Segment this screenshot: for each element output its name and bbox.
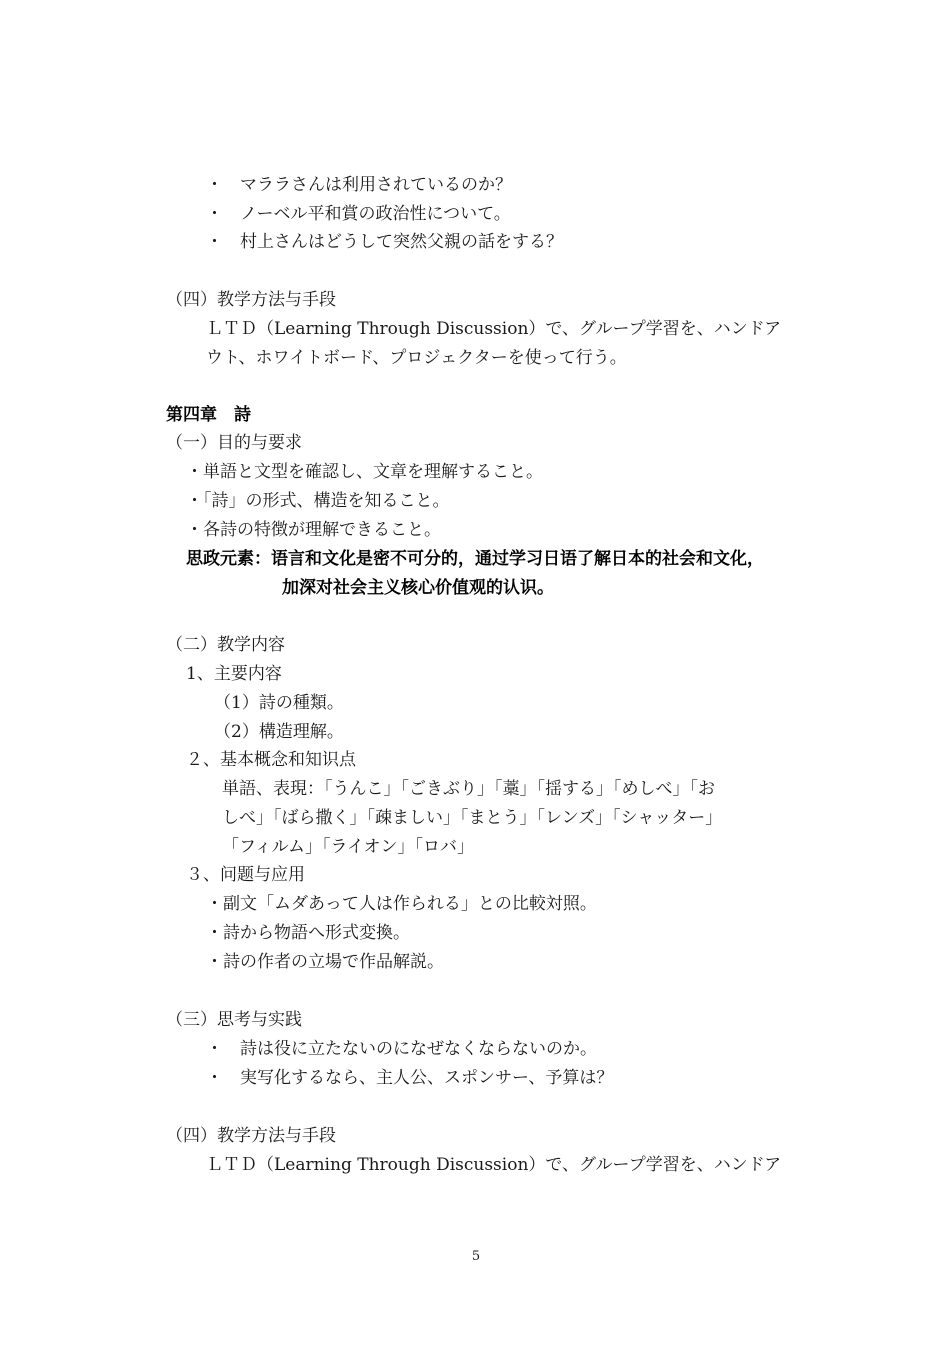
section-heading: （三）思考与实践 xyxy=(166,1010,302,1030)
ideology-element-cont: 加深对社会主义核心价值观的认识。 xyxy=(282,578,554,598)
problem-item: ・詩の作者の立場で作品解説。 xyxy=(206,952,444,972)
bullet-item: ・ ノーベル平和賞の政治性について。 xyxy=(206,204,511,224)
problem-item: ・副文「ムダあって人は作られる」との比較対照。 xyxy=(206,894,597,914)
bullet-item: ・ 詩は役に立たないのになぜなくならないのか。 xyxy=(206,1039,597,1059)
paragraph-line: ウト、ホワイトボード、プロジェクターを使って行う。 xyxy=(206,348,627,368)
paragraph-line: 「フィルム」「ライオン」「ロバ」 xyxy=(222,837,474,857)
list-item: （2）構造理解。 xyxy=(214,722,344,742)
page-number: 5 xyxy=(471,1249,481,1264)
problem-item: ・詩から物語へ形式変換。 xyxy=(206,923,410,943)
paragraph-line: 単語、表現：「うんこ」「ごきぶり」「藁」「揺する」「めしべ」「お xyxy=(222,779,715,799)
subsection-heading: ３、问题与应用 xyxy=(186,865,305,885)
section-heading: （一）目的与要求 xyxy=(166,433,302,453)
bullet-item: ・ 実写化するなら、主人公、スポンサー、予算は？ xyxy=(206,1068,614,1088)
bullet-item: ・ 村上さんはどうして突然父親の話をする？ xyxy=(206,232,563,252)
bullet-item: ・ マララさんは利用されているのか？ xyxy=(206,175,512,195)
goal-item: ・各詩の特徴が理解できること。 xyxy=(186,520,441,540)
list-item: （1）詩の種類。 xyxy=(214,693,344,713)
goal-item: ・単語と文型を確認し、文章を理解すること。 xyxy=(186,462,543,482)
subsection-heading: ２、基本概念和知识点 xyxy=(186,750,356,770)
section-heading: （二）教学内容 xyxy=(166,635,285,655)
subsection-heading: 1、主要内容 xyxy=(186,664,282,684)
chapter-title: 第四章 詩 xyxy=(166,405,251,425)
goal-item: ・「詩」の形式、構造を知ること。 xyxy=(186,491,450,511)
paragraph-line: ＬＴＤ（Learning Through Discussion）で、グループ学習を、ハンドア xyxy=(206,319,782,339)
paragraph-line: ＬＴＤ（Learning Through Discussion）で、グループ学習を、ハンドア xyxy=(206,1155,782,1175)
ideology-element: 思政元素：语言和文化是密不可分的，通过学习日语了解日本的社会和文化， xyxy=(186,549,764,569)
section-heading: （四）教学方法与手段 xyxy=(166,290,336,310)
section-heading: （四）教学方法与手段 xyxy=(166,1126,336,1146)
paragraph-line: しべ」「ばら撒く」「疎ましい」「まとう」「レンズ」「シャッター」 xyxy=(222,808,723,828)
